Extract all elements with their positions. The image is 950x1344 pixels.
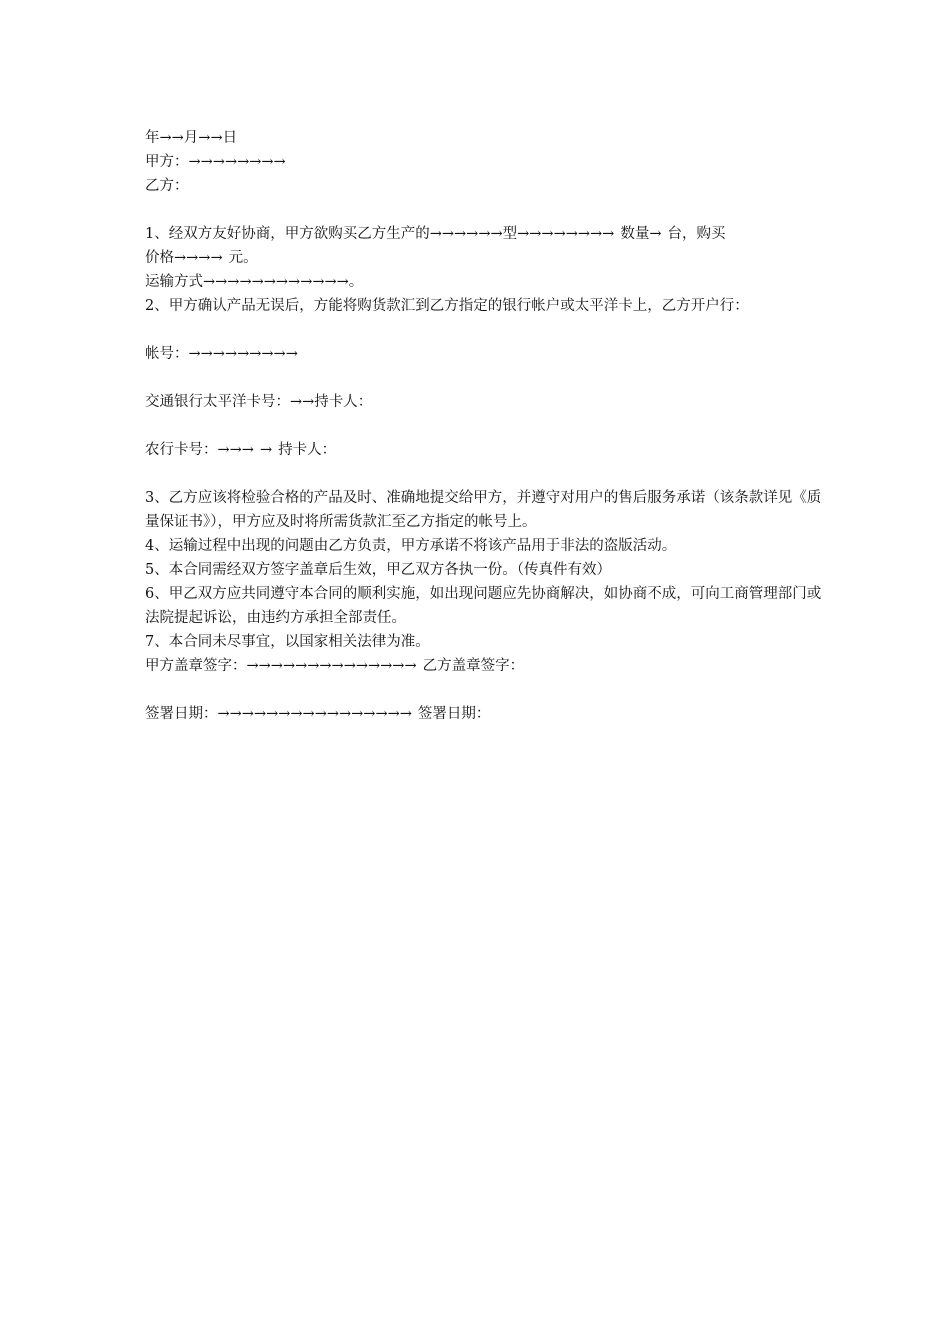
abc-card-arrow: → — [259, 442, 273, 458]
clause-5: 5、本合同需经双方签字盖章后生效，甲乙双方各执一份。（传真件有效） — [145, 562, 611, 578]
party-b-signing-date: 签署日期： — [417, 706, 491, 722]
clause-1-line-2 — [145, 246, 825, 270]
spacer — [145, 414, 825, 438]
abc-card-line — [145, 438, 825, 462]
party-a-line: 甲方：→→→→→→→→ — [145, 154, 286, 170]
party-b-signature: 乙方盖章签字： — [422, 658, 525, 674]
signing-date-line — [145, 702, 825, 726]
signature-line — [145, 654, 825, 678]
abc-card-label: 农行卡号：→→→ — [145, 442, 254, 458]
account-line: 帐号：→→→→→→→→→ — [145, 346, 298, 362]
spacer — [145, 366, 825, 390]
spacer — [145, 462, 825, 486]
abc-card-holder: 持卡人： — [278, 442, 337, 458]
clause-7: 7、本合同未尽事宜，以国家相关法律为准。 — [145, 634, 430, 650]
party-a-signing-date: 签署日期：→→→→→→→→→→→→→→→→ — [145, 706, 412, 722]
bocom-card-line: 交通银行太平洋卡号：→→持卡人： — [145, 394, 373, 410]
contract-page — [145, 126, 825, 726]
clause-2: 2、甲方确认产品无误后，方能将购货款汇到乙方指定的银行帐户或太平洋卡上，乙方开户行： — [145, 298, 749, 314]
clause-1-text-c: 台，购买 — [667, 226, 726, 242]
clause-6: 6、甲乙双方应共同遵守本合同的顺利实施，如出现问题应先协商解决，如协商不成，可向工商管理部门或法院提起诉讼，由违约方承担全部责任。 — [145, 586, 822, 626]
clause-1-text-d: 价格→→→→ — [145, 250, 223, 266]
clause-4: 4、运输过程中出现的问题由乙方负责，甲方承诺不将该产品用于非法的盗版活动。 — [145, 538, 677, 554]
party-a-signature: 甲方盖章签字：→→→→→→→→→→→→→→ — [145, 658, 417, 674]
date-line: 年→→月→→日 — [145, 130, 238, 146]
clause-1-line-1 — [145, 222, 825, 246]
clause-3: 3、乙方应该将检验合格的产品及时、准确地提交给甲方，并遵守对用户的售后服务承诺（该条款详见《质量保证书》），甲方应及时将所需货款汇至乙方指定的帐号上。 — [145, 490, 822, 530]
transport-line: 运输方式→→→→→→→→→→→→。 — [145, 274, 364, 290]
party-b-line: 乙方： — [145, 178, 189, 194]
clause-1-text-b: 数量→ — [620, 226, 662, 242]
clause-1-text-e: 元。 — [228, 250, 258, 266]
clause-1-text-a: 1、经双方友好协商，甲方欲购买乙方生产的→→→→→→型→→→→→→→→ — [145, 226, 615, 242]
spacer — [145, 678, 825, 702]
spacer — [145, 198, 825, 222]
spacer — [145, 318, 825, 342]
